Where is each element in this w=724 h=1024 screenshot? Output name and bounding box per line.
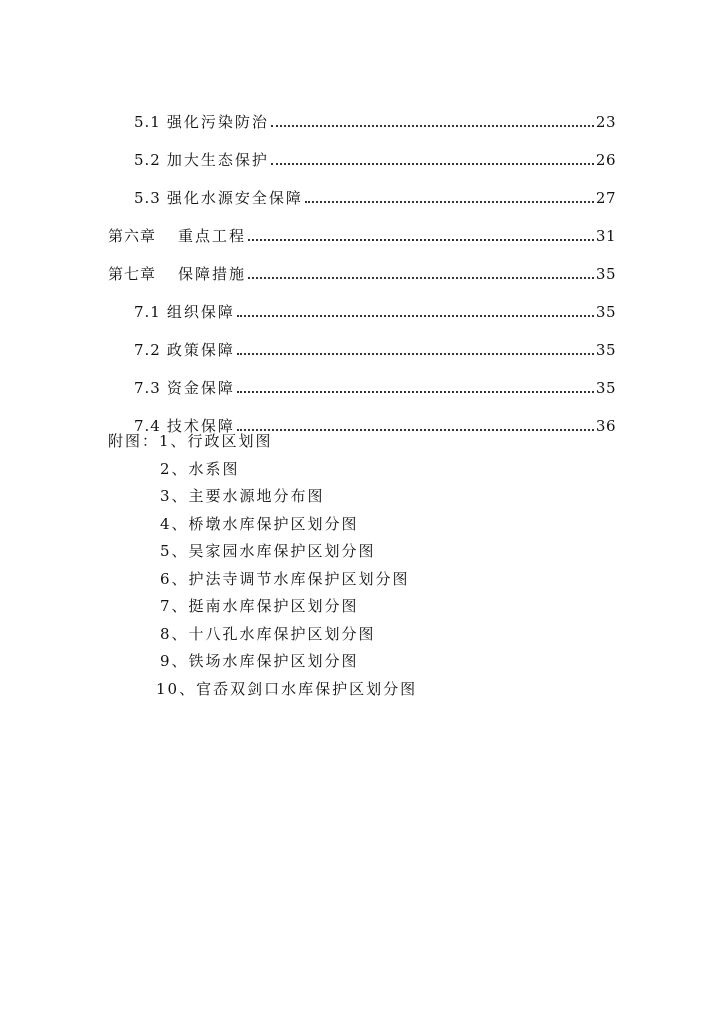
toc-entry-title: 保障措施 xyxy=(178,265,247,283)
appendix-item-text: 6、护法寺调节水库保护区划分图 xyxy=(160,569,410,588)
toc-entry-page: 27 xyxy=(595,189,616,207)
appendix-item xyxy=(108,648,417,676)
toc-entry-title: 技术保障 xyxy=(166,417,235,435)
toc-entry-number: 7.1 xyxy=(134,303,161,321)
toc-entry-5-3[interactable] xyxy=(108,170,616,208)
toc-entry-chapter-7[interactable] xyxy=(108,246,616,284)
toc-entry-page: 35 xyxy=(595,265,616,283)
toc-entry-number: 第六章 xyxy=(108,227,157,245)
toc-entry-page: 35 xyxy=(595,303,616,321)
toc-entry-5-2[interactable] xyxy=(108,132,616,170)
appendix-item xyxy=(108,621,417,649)
appendix-item xyxy=(108,456,417,484)
toc-entry-number: 5.1 xyxy=(134,113,161,131)
appendix-item-text: 3、主要水源地分布图 xyxy=(160,487,325,505)
toc-entry-page: 31 xyxy=(595,227,616,245)
dot-leader xyxy=(271,163,594,165)
appendix-item-text: 1、行政区划图 xyxy=(159,432,273,450)
dot-leader xyxy=(271,125,594,127)
dot-leader xyxy=(237,353,594,355)
appendix-item-text: 2、水系图 xyxy=(160,459,240,478)
appendix-item-text: 10、官岙双剑口水库保护区划分图 xyxy=(156,679,418,698)
appendix-item xyxy=(108,676,417,704)
toc-entry-title: 强化污染防治 xyxy=(166,113,269,131)
appendix-item-text: 4、桥墩水库保护区划分图 xyxy=(160,514,359,533)
appendix-item xyxy=(108,566,417,594)
toc-entry-title: 重点工程 xyxy=(178,227,247,245)
toc-entry-title: 强化水源安全保障 xyxy=(166,189,303,207)
appendix-label: 附图： xyxy=(108,432,160,450)
appendix-item-text: 7、挺南水库保护区划分图 xyxy=(160,597,359,615)
appendix-item xyxy=(108,428,417,456)
dot-leader xyxy=(237,315,594,317)
appendix-item xyxy=(108,483,417,511)
toc-entry-page: 23 xyxy=(595,113,616,131)
appendix-item xyxy=(108,593,417,621)
toc-entry-page: 35 xyxy=(595,379,616,397)
toc-entry-page: 36 xyxy=(595,417,616,435)
toc-entry-number: 7.4 xyxy=(134,417,161,435)
toc-entry-page: 35 xyxy=(595,341,616,359)
toc-entry-title: 组织保障 xyxy=(166,303,235,321)
toc-entry-7-3[interactable] xyxy=(108,360,616,398)
table-of-contents xyxy=(108,94,616,436)
dot-leader xyxy=(237,391,594,393)
toc-entry-number: 第七章 xyxy=(108,265,157,283)
toc-entry-title: 政策保障 xyxy=(166,341,235,359)
toc-entry-number: 7.2 xyxy=(134,341,161,359)
toc-entry-chapter-6[interactable] xyxy=(108,208,616,246)
dot-leader xyxy=(305,201,594,203)
appendix-item xyxy=(108,538,417,566)
toc-entry-title: 资金保障 xyxy=(166,379,235,397)
toc-entry-7-2[interactable] xyxy=(108,322,616,360)
toc-entry-page: 26 xyxy=(595,151,616,169)
appendix-item-text: 5、吴家园水库保护区划分图 xyxy=(160,542,376,560)
appendix-item-text: 8、十八孔水库保护区划分图 xyxy=(160,624,376,643)
toc-entry-number: 5.3 xyxy=(134,189,161,207)
appendix-figure-list xyxy=(108,428,417,703)
toc-entry-number: 5.2 xyxy=(134,151,161,169)
dot-leader xyxy=(248,277,594,279)
appendix-item-text: 9、铁场水库保护区划分图 xyxy=(160,652,359,670)
appendix-item xyxy=(108,511,417,539)
toc-entry-number: 7.3 xyxy=(134,379,161,397)
toc-entry-7-1[interactable] xyxy=(108,284,616,322)
dot-leader xyxy=(248,239,594,241)
toc-entry-5-1[interactable] xyxy=(108,94,616,132)
toc-entry-title: 加大生态保护 xyxy=(166,151,269,169)
